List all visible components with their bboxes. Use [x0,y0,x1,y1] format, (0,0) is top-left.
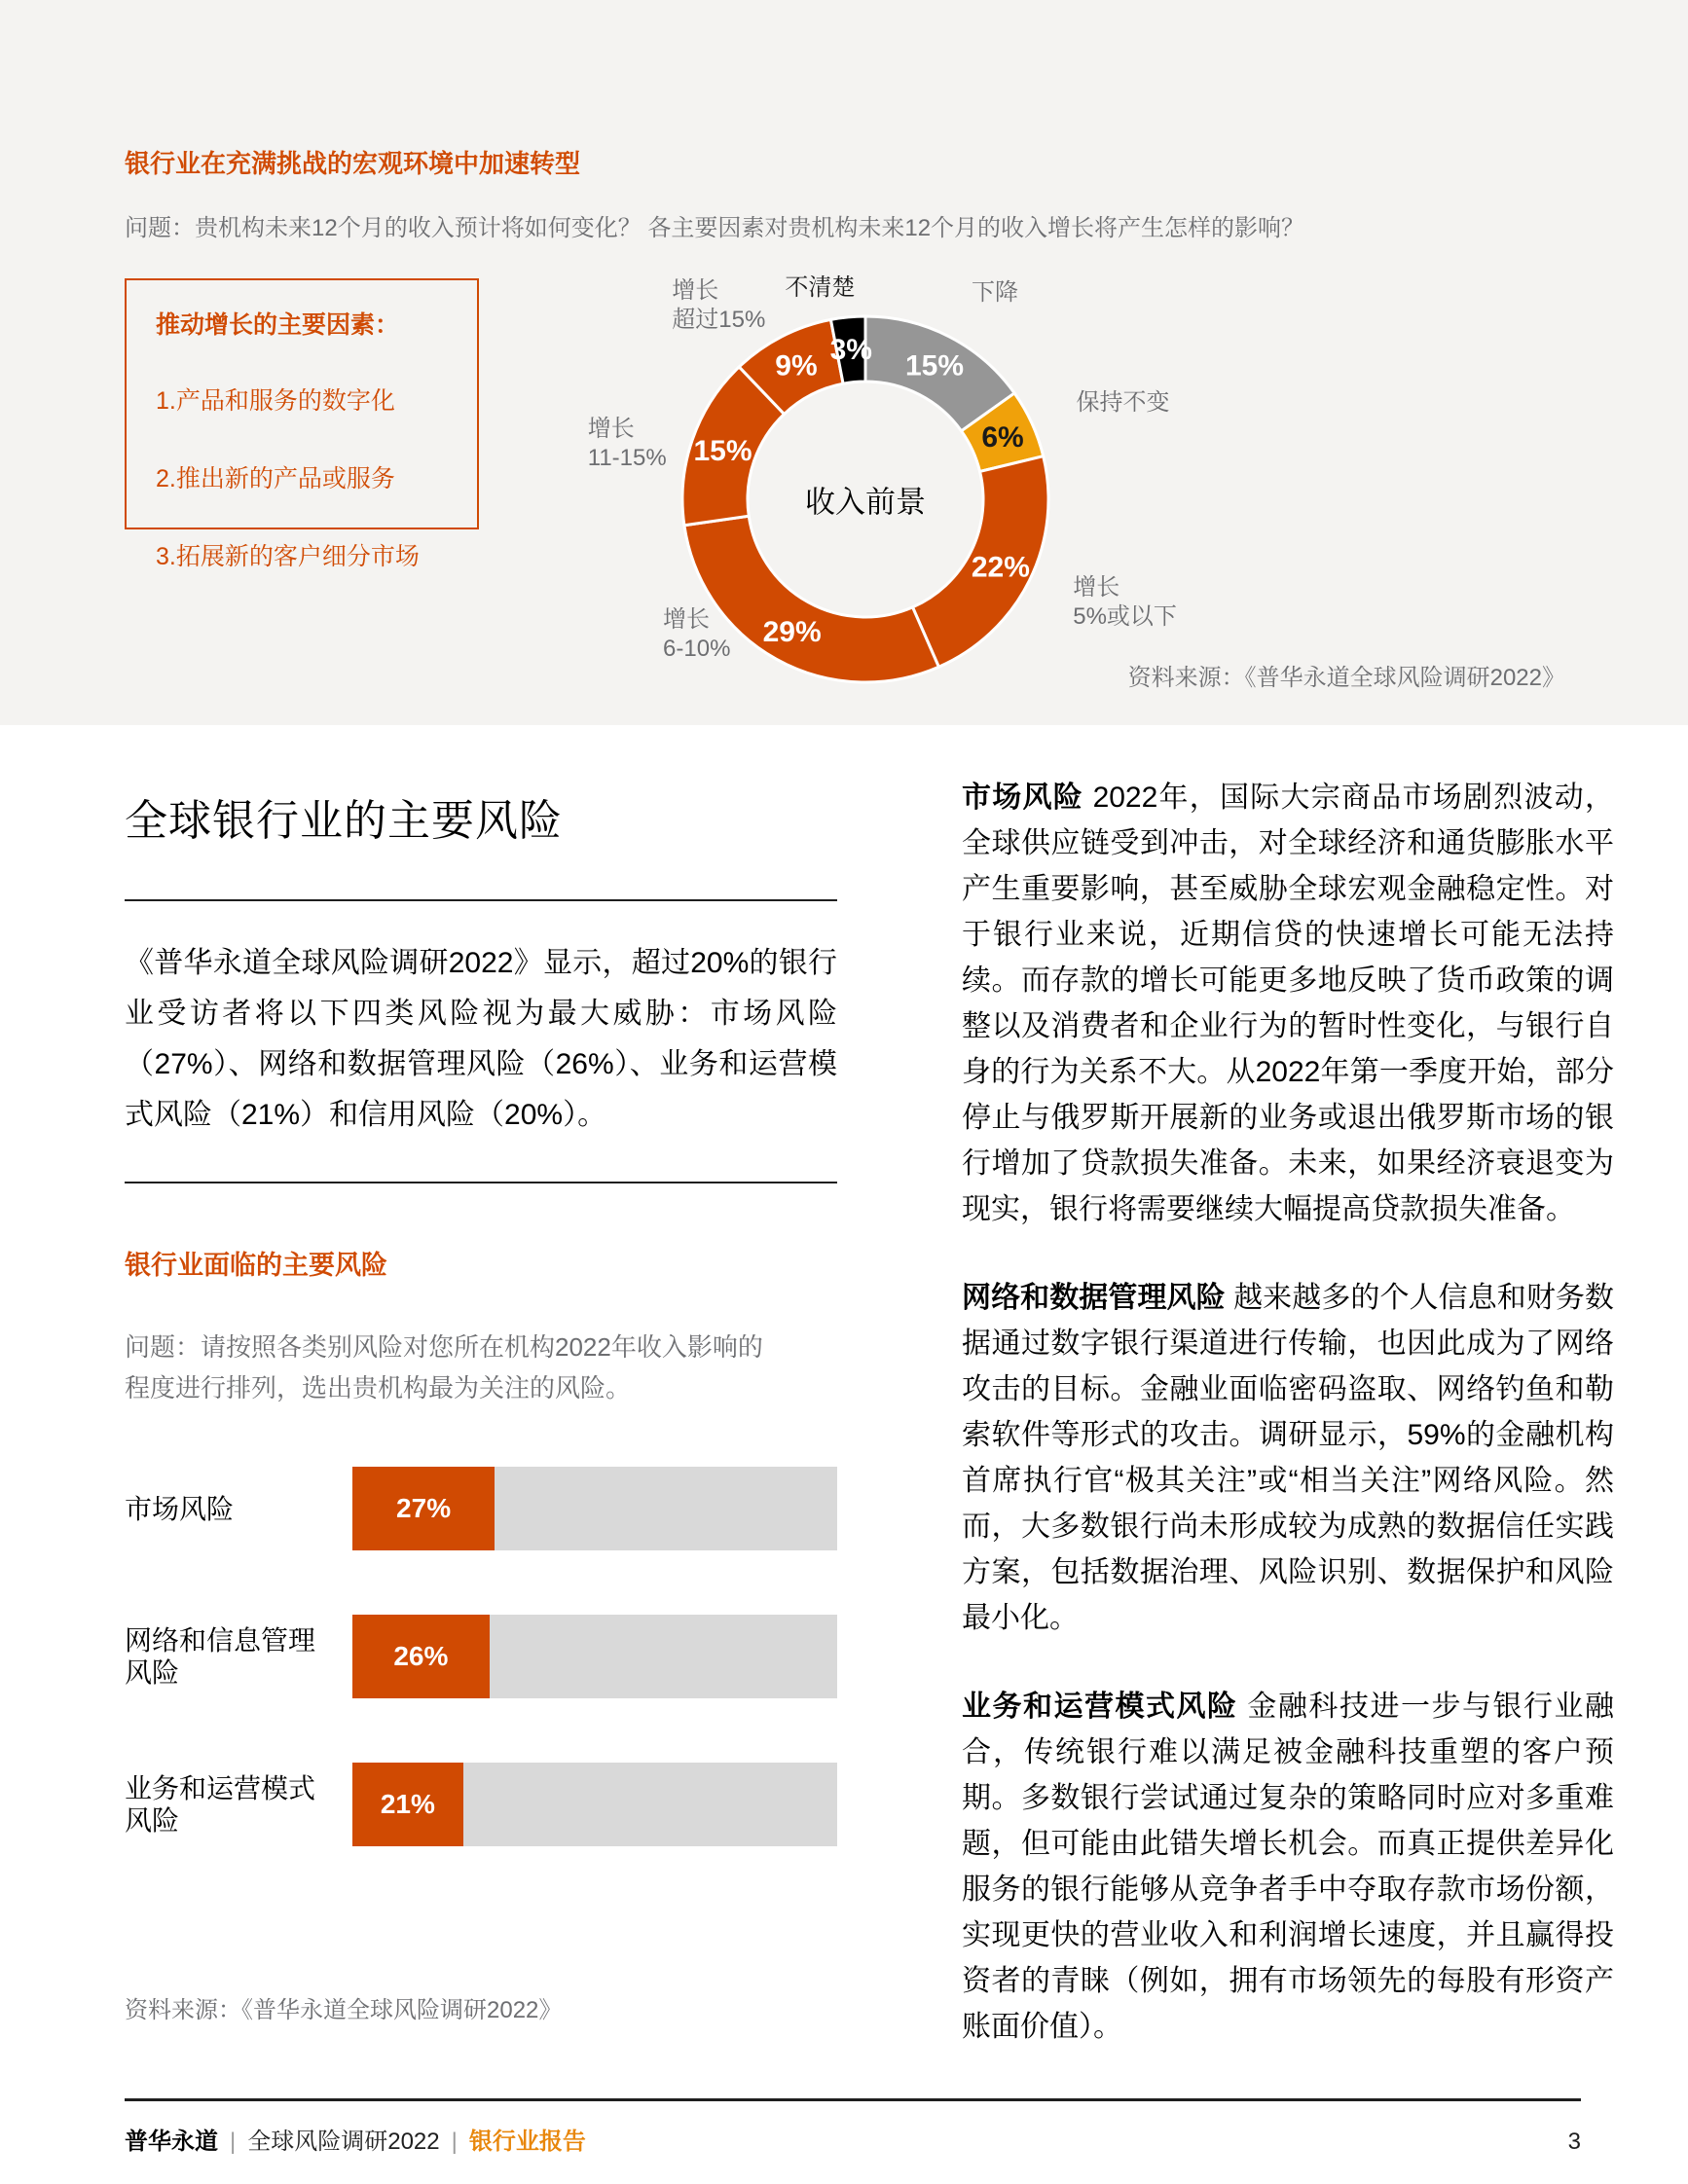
donut-pct-5: 15% [693,434,752,467]
donut-label-5 [588,415,667,473]
bar-label-line: 风险 [125,1805,180,1837]
risk-paragraph-lead-3: 业务和运营模式风险 [962,1691,1248,1723]
donut-label-line: 不清楚 [785,274,856,302]
donut-label-line: 增长 [1073,573,1120,601]
bar-label-line: 风险 [125,1657,180,1689]
footer-brand: 普华永道 [125,2129,218,2155]
risk-paragraph-lead-2: 网络和数据管理风险 [962,1282,1234,1314]
bar-label-line: 网络和信息管理 [125,1624,316,1656]
bar-track-1 [352,1467,837,1550]
donut-center-label: 收入前景 [805,485,926,520]
bar-label-3 [125,1772,352,1838]
donut-label-7 [785,273,855,303]
growth-factors-title: 推动增长的主要因素： [156,311,400,339]
bar-row-1 [125,1467,837,1550]
bar-chart-title: 银行业面临的主要风险 [125,1251,387,1281]
left-column [125,798,837,2024]
donut-label-line: 11-15% [587,445,667,472]
donut-pct-3: 22% [971,551,1030,584]
survey-question: 问题：贵机构未来12个月的收入预计将如何变化？ 各主要因素对贵机构未来12个月的收入增长将产生怎样的影响？ [125,215,1305,241]
bar-label-2 [125,1624,352,1690]
footer-survey-name: 全球风险调研2022 [247,2129,440,2155]
bar-row-3 [125,1763,837,1846]
bar-value-2: 26% [393,1641,449,1672]
divider-rule [125,1182,837,1183]
bar-track-3 [352,1763,837,1846]
donut-pct-4: 29% [762,615,822,648]
donut-label-1 [972,278,1018,308]
right-column [962,775,1614,2093]
donut-label-4 [663,605,730,664]
top-chart-section [0,0,1688,725]
bar-label-line: 业务和运营模式 [125,1772,316,1803]
growth-factors-list [156,382,448,572]
section-heading: 银行业在充满挑战的宏观环境中加速转型 [125,149,581,178]
bar-value-1: 27% [396,1493,452,1524]
donut-label-line: 5%或以下 [1073,602,1177,630]
bar-fill-2 [352,1615,490,1698]
donut-label-line: 下降 [972,279,1019,307]
donut-pct-7: 3% [829,334,872,367]
risk-paragraph-2 [962,1275,1614,1641]
footer-rule [125,2098,1581,2101]
bar-value-3: 21% [380,1789,435,1820]
bar-track-2 [352,1615,837,1698]
bar-chart-question: 问题：请按照各类别风险对您所在机构2022年收入影响的程度进行排列，选出贵机构最为关注的风险。 [125,1332,763,1403]
donut-label-line: 保持不变 [1076,389,1170,417]
bar-label-1 [125,1493,352,1526]
chart-source: 资料来源：《普华永道全球风险调研2022》 [1127,665,1565,691]
top-risks-bar-chart [125,1467,837,1846]
footer-report-name: 银行业报告 [468,2129,586,2155]
growth-factors-box [125,278,479,570]
intro-paragraph: 《普华永道全球风险调研2022》显示，超过20%的银行业受访者将以下四类风险视为最大威胁：市场风险（27%）、网络和数据管理风险（26%）、业务和运营模式风险（21%）和信用风险（20%）。 [125,947,837,1132]
risk-paragraph-1 [962,775,1614,1232]
risk-paragraph-text-2: 越来越多的个人信息和财务数据通过数字银行渠道进行传输，也因此成为了网络攻击的目标。金融业面临密码盗取、网络钓鱼和勒索软件等形式的攻击。调研显示，59%的金融机构首席执行官“极其关注”或“相当关注”网络风险。然而，大多数银行尚未形成较为成熟的数据信任实践方案，包括数据治理、风险识别、数据保护和风险最小化。 [962,1282,1614,1634]
divider-rule [125,899,837,901]
footer-separator: | [451,2129,458,2155]
risk-paragraph-3 [962,1684,1614,2050]
donut-label-line: 增长 [587,416,635,443]
bar-chart-source: 资料来源：《普华永道全球风险调研2022》 [125,1997,563,2024]
donut-label-line: 增长 [663,605,711,633]
bar-fill-1 [352,1467,495,1550]
bar-label-line: 市场风险 [125,1493,235,1524]
donut-label-2 [1076,388,1169,418]
growth-factor-item-2: 2.推出新的产品或服务 [156,465,395,492]
growth-factor-item-3: 3.拓展新的客户细分市场 [156,543,420,570]
donut-pct-2: 6% [981,421,1024,455]
donut-label-line: 超过15% [672,306,766,333]
growth-factor-item-1: 1.产品和服务的数字化 [156,387,395,415]
risk-paragraph-text-3: 金融科技进一步与银行业融合，传统银行难以满足被金融科技重塑的客户预期。多数银行尝试通过复杂的策略同时应对多重难题，但可能由此错失增长机会。而真正提供差异化服务的银行能够从竞争者手中夺取存款市场份额，实现更快的营业收入和利润增长速度，并且赢得投资者的青睐（例如，拥有市场领先的每股有形资产账面价值）。 [962,1691,1615,2043]
footer [125,2122,1581,2156]
donut-label-6 [672,276,765,335]
bar-fill-3 [352,1763,463,1846]
donut-label-line: 增长 [672,276,719,304]
page-title: 全球银行业的主要风险 [125,797,563,845]
donut-label-line: 6-10% [663,635,731,662]
donut-pct-1: 15% [905,349,965,382]
risk-paragraph-lead-1: 市场风险 [962,782,1093,814]
donut-label-3 [1073,573,1177,632]
footer-separator: | [230,2129,237,2155]
page-number: 3 [1567,2129,1581,2155]
revenue-outlook-donut-chart [676,309,1055,689]
donut-pct-6: 9% [775,349,818,382]
bar-row-2 [125,1615,837,1698]
risk-paragraph-text-1: 2022年，国际大宗商品市场剧烈波动，全球供应链受到冲击，对全球经济和通货膨胀水平产生重要影响，甚至威胁全球宏观金融稳定性。对于银行业来说，近期信贷的快速增长可能无法持续。而存款的增长可能更多地反映了货币政策的调整以及消费者和企业行为的暂时性变化，与银行自身的行为关系不大。从2022年第一季度开始，部分停止与俄罗斯开展新的业务或退出俄罗斯市场的银行增加了贷款损失准备。未来，如果经济衰退变为现实，银行将需要继续大幅提高贷款损失准备。 [962,782,1614,1225]
